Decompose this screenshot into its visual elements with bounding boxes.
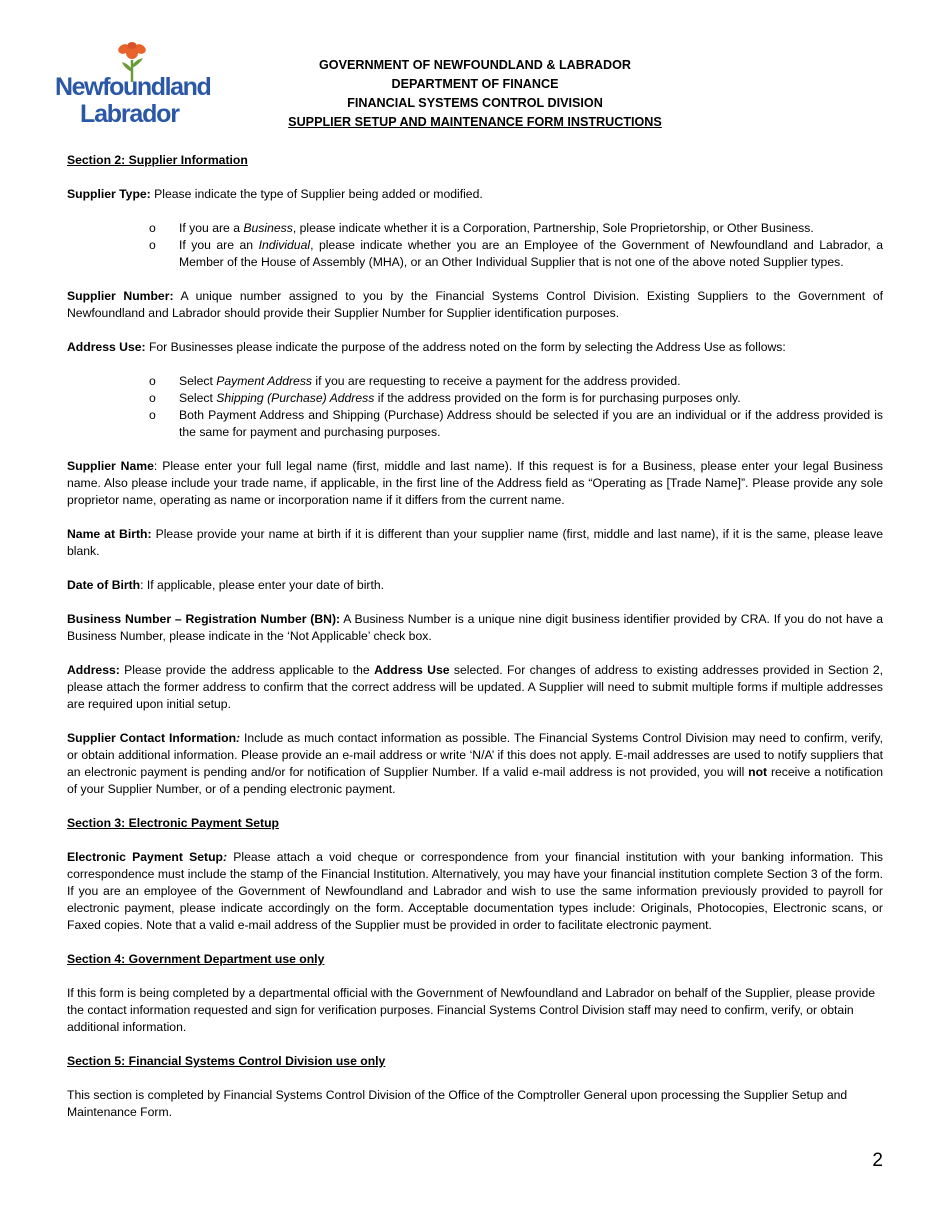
address-use-label: Address Use: [67, 340, 146, 354]
bullet-marker: o [149, 238, 156, 252]
name-at-birth-label: Name at Birth: [67, 527, 152, 541]
newfoundland-labrador-logo [52, 42, 212, 132]
supplier-number-paragraph: Supplier Number: A unique number assigned to you by the Financial Systems Control Division. Existing Suppliers to the Government of Newfoundland and Labrador should provide their Supplier Number for Supplier identification purposes. [67, 289, 883, 320]
address-paragraph: Address: Please provide the address applicable to the Address Use selected. For changes of address to existing addresses provided in Section 2, please attach the former address to confirm that the correct address will be updated. A Supplier will need to submit multiple forms if multiple addresses are required upon initial setup. [67, 663, 883, 711]
electronic-payment-label: Electronic Payment Setup [67, 850, 223, 864]
date-of-birth-label: Date of Birth [67, 578, 141, 592]
list-item: o If you are a Business, please indicate whether it is a Corporation, Partnership, Sole Proprietorship, or Other Business. [149, 221, 814, 235]
list-item: o Select Payment Address if you are requesting to receive a payment for the address provided. [149, 374, 681, 388]
bullet-marker: o [149, 391, 156, 405]
supplier-contact-paragraph: Supplier Contact Information: Include as much contact information as possible. The Financial Systems Control Division may need to confirm, verify, or obtain additional information. Please provide an e-mail address or write ‘N/A’ if this does not apply. E-mail addresses are used to notify suppliers that an electronic payment is pending and/or for notification of Supplier Number. If a valid e-mail address is not provided, you will not receive a notification of your Supplier Number, or of a pending electronic payment. [67, 731, 884, 796]
supplier-contact-label: Supplier Contact Information [67, 731, 237, 745]
address-label: Address: [67, 663, 120, 677]
list-item: o If you are an Individual, please indicate whether you are an Employee of the Government of Newfoundland and Labrador, a Member of the House of Assembly (MHA), or an Other Individual Supplier that is not one of the above noted Supplier types. [149, 238, 883, 269]
bullet-marker: o [149, 374, 156, 388]
supplier-name-paragraph: Supplier Name: Please enter your full legal name (first, middle and last name). If this request is for a Business, please enter your legal Business name. Also please include your trade name, if applicable, in the first line of the Address field as “Operating as [Trade Name]”. Please provide any sole proprietor name, operating as name or incorporation name if it differs from the current name. [67, 459, 883, 507]
date-of-birth-paragraph: Date of Birth: If applicable, please enter your date of birth. [67, 578, 385, 592]
business-number-paragraph: Business Number – Registration Number (BN): A Business Number is a unique nine digit business identifier provided by CRA. If you do not have a Business Number, please indicate in the ‘Not Applicable’ check box. [67, 612, 884, 643]
supplier-number-label: Supplier Number: [67, 289, 174, 303]
section4-heading: Section 4: Government Department use only [67, 952, 325, 966]
header-form-title: SUPPLIER SETUP AND MAINTENANCE FORM INSTRUCTIONS [288, 115, 662, 129]
section2-heading: Section 2: Supplier Information [67, 153, 248, 167]
section5-paragraph: This section is completed by Financial Systems Control Division of the Office of the Comptroller General upon processing the Supplier Setup and Maintenance Form. [67, 1088, 848, 1119]
header-division: FINANCIAL SYSTEMS CONTROL DIVISION [347, 96, 603, 110]
page-number: 2 [872, 1150, 883, 1171]
electronic-payment-paragraph: Electronic Payment Setup: Please attach a void cheque or correspondence from your financial institution with your banking information. This correspondence must include the stamp of the Financial Institution. Alternatively, you may have your financial institution complete Section 3 of the form. If you are an employee of the Government of Newfoundland and Labrador and wish to use the same information previously provided to payroll for electronic payment, please indicate accordingly on the form. Acceptable documentation types include: Originals, Photocopies, Electronic scans, or Faxed copies. Note that a valid e-mail address of the Supplier must be provided in order to facilitate electronic payment. [67, 850, 883, 932]
name-at-birth-paragraph: Name at Birth: Please provide your name at birth if it is different than your supplier name (first, middle and last name), if it is the same, please leave blank. [67, 527, 884, 558]
bullet-marker: o [149, 408, 156, 422]
instructions-body [67, 152, 883, 1138]
address-use-list [67, 373, 883, 441]
list-item: o Both Payment Address and Shipping (Purchase) Address should be selected if you are an individual or if the address provided is the same for payment and purchasing purposes. [149, 408, 883, 439]
bullet-marker: o [149, 221, 156, 235]
supplier-name-label: Supplier Name [67, 459, 154, 473]
supplier-type-label: Supplier Type: [67, 187, 151, 201]
header-government: GOVERNMENT OF NEWFOUNDLAND & LABRADOR [318, 58, 632, 72]
list-item: o Select Shipping (Purchase) Address if the address provided on the form is for purchasing purposes only. [149, 391, 741, 405]
header-department: DEPARTMENT OF FINANCE [391, 77, 559, 91]
section4-paragraph: If this form is being completed by a departmental official with the Government of Newfoundland and Labrador on behalf of the Supplier, please provide the contact information requested and sign for verification purposes. Financial Systems Control Division staff may need to confirm, verify, or obtain additional information. [67, 986, 876, 1034]
supplier-type-paragraph: Supplier Type: Please indicate the type of Supplier being added or modified. [67, 187, 483, 201]
section5-heading: Section 5: Financial Systems Control Division use only [67, 1054, 386, 1068]
section3-heading: Section 3: Electronic Payment Setup [67, 816, 279, 830]
logo-word-newfoundland: Newfoundland [55, 73, 211, 101]
logo-word-labrador: Labrador [80, 100, 179, 128]
document-header [220, 56, 730, 132]
address-use-paragraph: Address Use: For Businesses please indicate the purpose of the address noted on the form by selecting the Address Use as follows: [67, 340, 786, 354]
supplier-type-list [67, 220, 883, 271]
business-number-label: Business Number – Registration Number (BN): [67, 612, 341, 626]
